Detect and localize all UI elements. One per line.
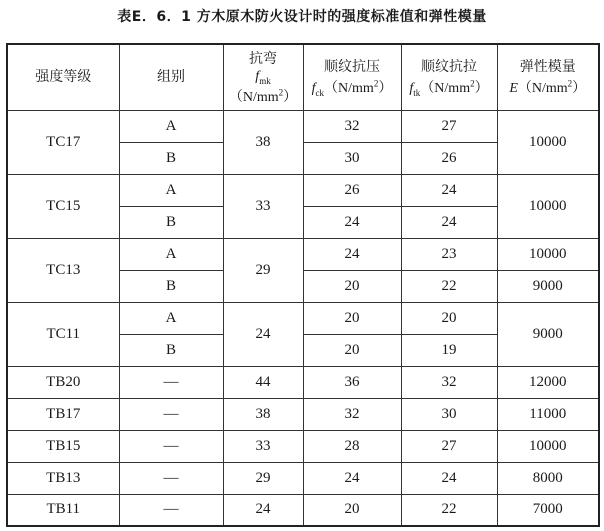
- header-row: [7, 44, 599, 110]
- table-row: [7, 430, 599, 462]
- grade-cell: TB20: [7, 366, 119, 398]
- grade-cell: TC15: [7, 174, 119, 238]
- header-bending-unit: $f_{mk}(N/mm^2)$: [228, 68, 298, 105]
- tension-cell: 22: [401, 494, 497, 526]
- header-tension-name: 顺纹抗拉: [421, 58, 477, 75]
- compression-cell: 32: [303, 398, 401, 430]
- table-title: 表E．6．1 方木原木防火设计时的强度标准值和弹性模量: [117, 9, 487, 25]
- table-row: [7, 462, 599, 494]
- table-row: [7, 398, 599, 430]
- header-compression: [303, 44, 401, 110]
- header-grade: 强度等级: [7, 44, 119, 110]
- tension-cell: 23: [401, 238, 497, 270]
- group-cell: —: [119, 462, 223, 494]
- bending-cell: 38: [223, 110, 303, 174]
- header-bending-name: 抗弯: [249, 50, 277, 67]
- group-cell: —: [119, 494, 223, 526]
- compression-cell: 24: [303, 238, 401, 270]
- strength-table: [6, 43, 600, 527]
- group-cell: B: [119, 206, 223, 238]
- modulus-cell: 8000: [497, 462, 599, 494]
- header-bending: [223, 44, 303, 110]
- modulus-cell: 10000: [497, 238, 599, 270]
- bending-cell: 33: [223, 430, 303, 462]
- group-cell: —: [119, 366, 223, 398]
- compression-cell: 20: [303, 494, 401, 526]
- modulus-cell: 12000: [497, 366, 599, 398]
- compression-cell: 26: [303, 174, 401, 206]
- bending-cell: 33: [223, 174, 303, 238]
- bending-cell: 24: [223, 494, 303, 526]
- header-group: 组别: [119, 44, 223, 110]
- tension-cell: 24: [401, 206, 497, 238]
- compression-cell: 24: [303, 462, 401, 494]
- table-row: [7, 110, 599, 142]
- grade-cell: TB11: [7, 494, 119, 526]
- modulus-cell: 10000: [497, 430, 599, 462]
- bending-cell: 38: [223, 398, 303, 430]
- group-cell: A: [119, 174, 223, 206]
- tension-cell: 24: [401, 174, 497, 206]
- modulus-cell: 9000: [497, 302, 599, 366]
- modulus-cell: 9000: [497, 270, 599, 302]
- header-compression-name: 顺纹抗压: [324, 58, 380, 75]
- compression-cell: 36: [303, 366, 401, 398]
- group-cell: A: [119, 238, 223, 270]
- header-modulus: [497, 44, 599, 110]
- tension-cell: 20: [401, 302, 497, 334]
- table-row: [7, 366, 599, 398]
- group-cell: —: [119, 430, 223, 462]
- bending-cell: 29: [223, 238, 303, 302]
- modulus-cell: 10000: [497, 110, 599, 174]
- tension-cell: 27: [401, 110, 497, 142]
- grade-cell: TC11: [7, 302, 119, 366]
- bending-cell: 29: [223, 462, 303, 494]
- header-compression-unit: $f_{ck}(N/mm^2)$: [311, 78, 393, 98]
- header-modulus-unit: $E(N/mm^2)$: [509, 78, 587, 97]
- compression-cell: 30: [303, 142, 401, 174]
- tension-cell: 32: [401, 366, 497, 398]
- tension-cell: 26: [401, 142, 497, 174]
- header-tension-unit: $f_{tk}(N/mm^2)$: [409, 78, 489, 98]
- compression-cell: 20: [303, 270, 401, 302]
- table-row: [7, 302, 599, 334]
- group-cell: B: [119, 142, 223, 174]
- grade-cell: TB17: [7, 398, 119, 430]
- group-cell: B: [119, 334, 223, 366]
- group-cell: B: [119, 270, 223, 302]
- compression-cell: 28: [303, 430, 401, 462]
- table-row: [7, 174, 599, 206]
- table-row: [7, 494, 599, 526]
- group-cell: —: [119, 398, 223, 430]
- bending-cell: 24: [223, 302, 303, 366]
- bending-cell: 44: [223, 366, 303, 398]
- modulus-cell: 10000: [497, 174, 599, 238]
- grade-cell: TB15: [7, 430, 119, 462]
- grade-cell: TC13: [7, 238, 119, 302]
- tension-cell: 27: [401, 430, 497, 462]
- compression-cell: 20: [303, 302, 401, 334]
- header-modulus-name: 弹性模量: [519, 59, 576, 76]
- table-row: [7, 238, 599, 270]
- grade-cell: TC17: [7, 110, 119, 174]
- modulus-cell: 7000: [497, 494, 599, 526]
- grade-cell: TB13: [7, 462, 119, 494]
- compression-cell: 20: [303, 334, 401, 366]
- modulus-cell: 11000: [497, 398, 599, 430]
- group-cell: A: [119, 110, 223, 142]
- tension-cell: 30: [401, 398, 497, 430]
- group-cell: A: [119, 302, 223, 334]
- compression-cell: 32: [303, 110, 401, 142]
- tension-cell: 22: [401, 270, 497, 302]
- tension-cell: 19: [401, 334, 497, 366]
- tension-cell: 24: [401, 462, 497, 494]
- compression-cell: 24: [303, 206, 401, 238]
- header-tension: [401, 44, 497, 110]
